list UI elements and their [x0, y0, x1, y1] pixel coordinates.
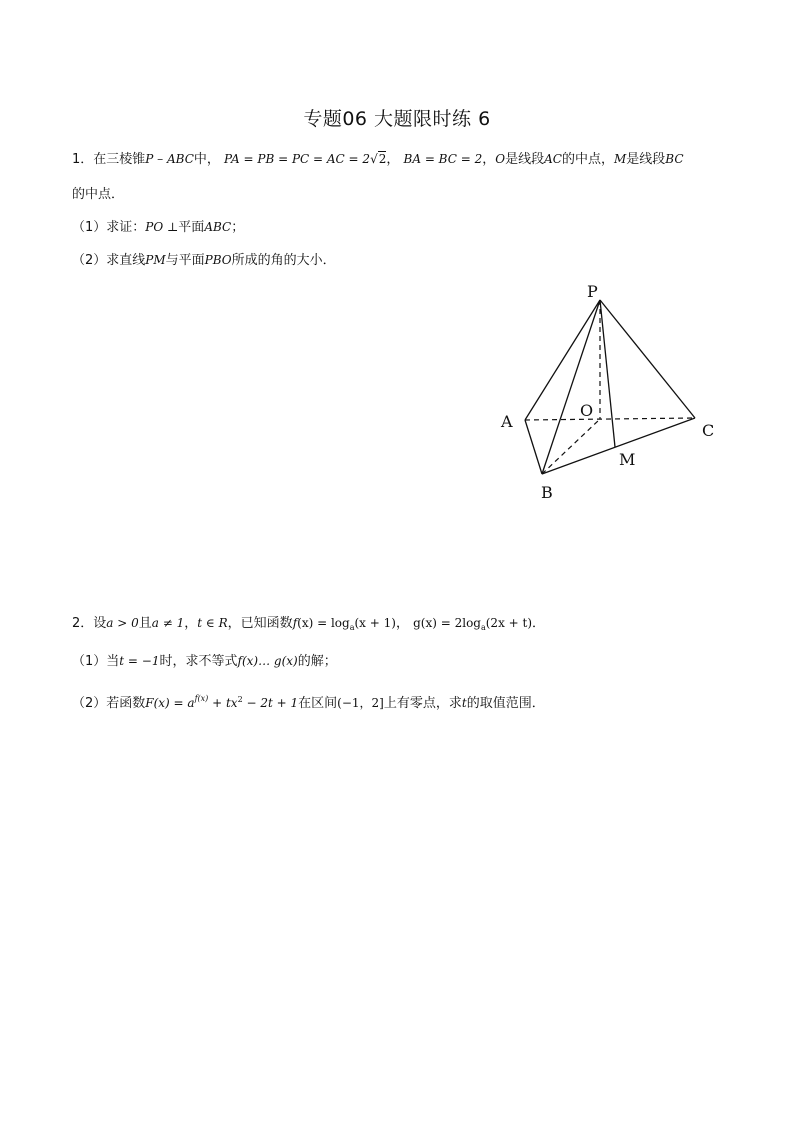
label-p: P — [587, 282, 598, 301]
q1-text: 中， — [193, 152, 220, 167]
q1-text: 在三棱锥 — [93, 152, 146, 167]
q2-part-1 — [72, 652, 337, 671]
math-expr: f(x)… g(x) — [237, 654, 298, 668]
q2-text: 设 — [93, 616, 107, 631]
label-o: O — [580, 401, 594, 420]
edge-pc — [600, 300, 695, 418]
q1-segment-ac: AC — [544, 152, 562, 166]
q1-eq1: PA = PB = PC = AC = 2 — [224, 152, 371, 166]
part-label: （1）求证： — [72, 220, 146, 235]
part-text: 的解； — [297, 654, 337, 669]
q2-part-2 — [72, 690, 545, 713]
part-label: （2）求直线 — [72, 253, 146, 268]
q1-line-1 — [72, 150, 684, 169]
part-text: 所成的角的大小． — [231, 253, 336, 268]
math-expr: t = −1 — [119, 654, 160, 668]
label-m: M — [619, 450, 636, 469]
q1-eq2: BA = BC = 2 — [403, 152, 483, 166]
math-expr: ABC — [204, 220, 232, 234]
math-expr: (x + 1) — [354, 616, 396, 630]
math-expr: PBO — [204, 253, 232, 267]
q2-text: ， — [395, 616, 409, 631]
log-base: a — [480, 623, 486, 632]
q2-line-1 — [72, 614, 545, 637]
part-text: ； — [231, 220, 245, 235]
q1-point-o: O — [495, 152, 506, 166]
q2-text: ． — [532, 616, 546, 631]
label-c: C — [702, 421, 715, 440]
q1-comma: ， — [482, 152, 496, 167]
log-base: a — [349, 623, 355, 632]
edge-ab — [525, 420, 542, 474]
math-expr: t — [461, 696, 467, 710]
part-text: 与平面 — [165, 253, 205, 268]
math-expr: F(x) = a — [145, 696, 195, 710]
part-label: （1）当 — [72, 654, 120, 669]
math-exponent: 2 — [237, 695, 243, 704]
math-expr: PM — [145, 253, 166, 267]
q1-part-1 — [72, 218, 244, 237]
math-expr: a ≠ 1 — [151, 616, 185, 630]
pyramid-figure — [490, 275, 730, 505]
q1-line-2: 的中点． — [72, 187, 125, 202]
part-text: 的取值范围． — [466, 696, 545, 711]
q1-part-2 — [72, 251, 336, 270]
q2-text: ，已知函数 — [227, 616, 293, 631]
q2-text: ， — [184, 616, 198, 631]
q1-text: 是线段 — [626, 152, 666, 167]
edge-pm — [600, 300, 615, 447]
q2-number: 2． — [72, 616, 94, 631]
q2-text: 且 — [138, 616, 152, 631]
part-text: 上有零点，求 — [383, 696, 462, 711]
label-b: B — [541, 483, 553, 502]
label-a: A — [501, 412, 513, 431]
math-expr: g(x) = 2log — [413, 616, 481, 630]
math-expr: t ∈ R — [197, 616, 228, 630]
q1-text: 是线段 — [505, 152, 545, 167]
math-expr: (2x + t) — [485, 616, 533, 630]
q1-text: 的中点， — [561, 152, 614, 167]
part-label: （2）若函数 — [72, 696, 146, 711]
math-expr: PO ⊥ — [145, 220, 179, 234]
math-expr: − 2t + 1 — [242, 696, 299, 710]
sqrt-radicand: 2 — [378, 152, 387, 166]
part-text: 时，求不等式 — [159, 654, 238, 669]
math-expr: (−1，2] — [337, 696, 384, 710]
math-expr: + tx — [208, 696, 238, 710]
part-text: 在区间 — [298, 696, 338, 711]
math-exponent: f(x) — [194, 694, 209, 703]
edge-pb — [542, 300, 600, 474]
sqrt-sign: √ — [370, 152, 378, 166]
math-expr: (x) = log — [297, 616, 350, 630]
edge-ac-hidden — [525, 418, 695, 420]
q1-comma: ， — [386, 152, 400, 167]
part-text: 平面 — [178, 220, 205, 235]
q1-segment-bc: BC — [665, 152, 684, 166]
q1-point-m: M — [613, 152, 627, 166]
q1-number: 1． — [72, 152, 94, 167]
page-title: 专题06 大题限时练 6 — [303, 108, 491, 130]
math-expr: a > 0 — [106, 616, 139, 630]
math-expr: f — [292, 616, 298, 630]
q1-tetra: P – ABC — [145, 152, 194, 166]
